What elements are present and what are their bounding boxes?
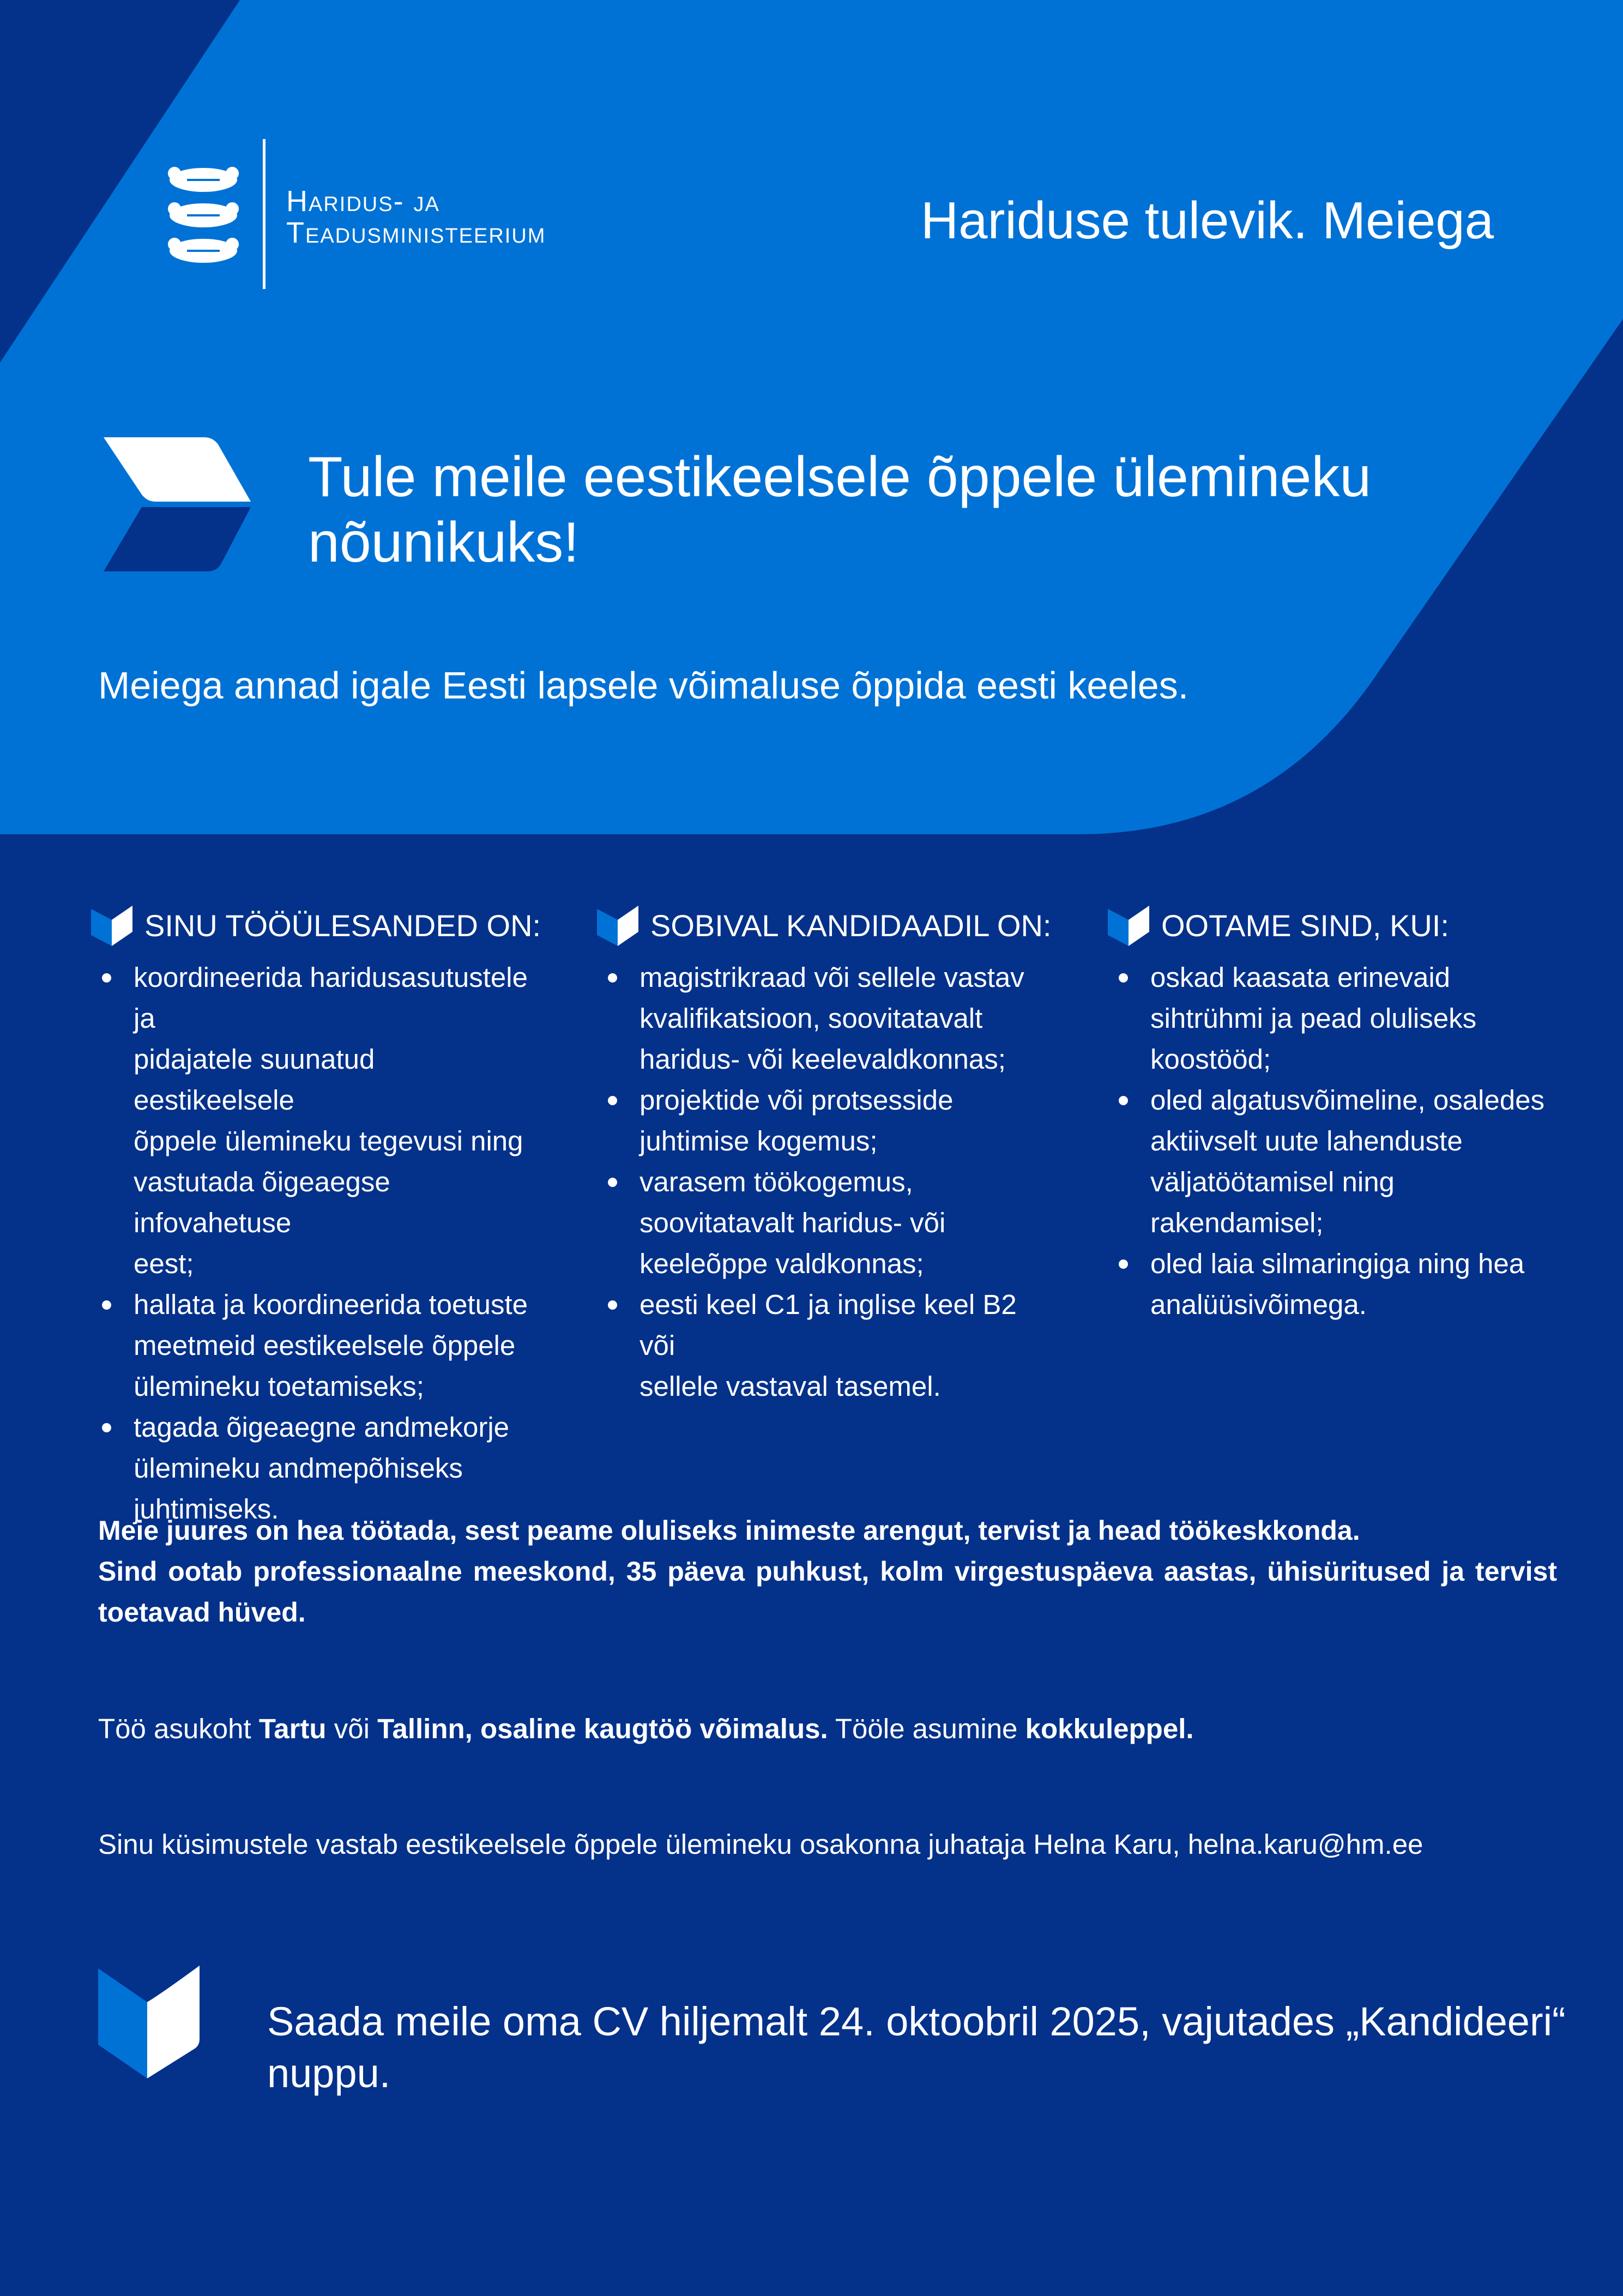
call-to-action: Saada meile oma CV hiljemalt 24. oktoobril 2025, vajutades „Kandideeri“ nuppu.	[267, 1999, 1566, 2096]
ministry-name-line2: Teadusministeerium	[286, 216, 546, 249]
slogan: Hariduse tulevik. Meiega	[920, 191, 1494, 250]
start-date: kokkuleppel.	[1025, 1713, 1194, 1744]
book-icon	[596, 903, 639, 947]
list-item-line: rakendamisel;	[1150, 1207, 1324, 1238]
list-item	[134, 1284, 537, 1407]
list-item-line: haridus- või keelevaldkonnas;	[639, 1044, 1006, 1075]
book-icon	[90, 903, 134, 947]
list-item-line: õppele ülemineku tegevusi ning	[134, 1125, 523, 1156]
contact-text: Sinu küsimustele vastab eestikeelsele õppele ülemineku osakonna juhataja Helna Karu, helna.karu@hm.ee	[98, 1829, 1423, 1860]
list-item	[639, 1284, 1043, 1407]
benefits-text	[98, 1510, 1557, 1633]
list-item-line: hallata ja koordineerida toetuste	[134, 1289, 528, 1320]
list-item-line: tagada õigeaegne andmekorje	[134, 1412, 510, 1443]
list-item	[1150, 1080, 1554, 1243]
list-item-line: eest;	[134, 1248, 194, 1279]
page-title	[308, 444, 1507, 575]
column-heading-label: OOTAME SIND, KUI:	[1161, 908, 1449, 943]
ministry-name-line1: Haridus- ja	[286, 185, 440, 218]
chevron-arrow-icon	[101, 436, 254, 573]
list-item	[639, 1080, 1043, 1161]
list-item-line: kvalifikatsioon, soovitatavalt	[639, 1003, 983, 1034]
list-item-line: meetmeid eestikeelsele õppele	[134, 1330, 516, 1361]
list-item-line: keeleõppe valdkonnas;	[639, 1248, 924, 1279]
list-item-line: oskad kaasata erinevaid	[1150, 962, 1451, 993]
list-item-line: projektide või protsesside	[639, 1084, 954, 1116]
list-item-line: aktiivselt uute lahenduste	[1150, 1125, 1463, 1156]
list-item-line: pidajatele suunatud eestikeelsele	[134, 1044, 375, 1116]
list-item	[639, 1161, 1043, 1284]
title-line2: nõunikuks!	[308, 511, 580, 574]
location-city-tallinn: Tallinn, osaline kaugtöö võimalus.	[377, 1713, 828, 1744]
list-item	[639, 957, 1043, 1080]
list-item	[1150, 1243, 1554, 1325]
start-prefix: Tööle asumine	[828, 1713, 1025, 1744]
list-item-line: ülemineku toetamiseks;	[134, 1371, 424, 1402]
book-large-icon	[97, 1963, 201, 2080]
column-heading	[1107, 897, 1554, 957]
column-heading	[596, 897, 1052, 957]
benefits-line2: Sind ootab professionaalne meeskond, 35 päeva puhkust, kolm virgestuspäeva aastas, ühisüritused ja tervist toetavad hüved.	[98, 1556, 1557, 1628]
list-item-line: analüüsivõimega.	[1150, 1289, 1367, 1320]
list-item-line: koostööd;	[1150, 1044, 1271, 1075]
list-item-line: sihtrühmi ja pead oluliseks	[1150, 1003, 1477, 1034]
duties-list	[90, 957, 537, 1529]
list-item-line: oled laia silmaringiga ning hea	[1150, 1248, 1525, 1279]
column-heading-label: SOBIVAL KANDIDAADIL ON:	[650, 908, 1052, 943]
list-item	[1150, 957, 1554, 1080]
column-requirements	[596, 897, 1052, 1407]
coat-of-arms-icon	[162, 164, 244, 267]
list-item-line: koordineerida haridusasutustele ja	[134, 962, 528, 1034]
expectations-list	[1107, 957, 1554, 1325]
list-item-line: vastutada õigeaegse infovahetuse	[134, 1166, 390, 1238]
location-text	[98, 1708, 1516, 1749]
list-item-line: juhtimise kogemus;	[639, 1125, 878, 1156]
list-item-line: eesti keel C1 ja inglise keel B2 või	[639, 1289, 1017, 1361]
requirements-list	[596, 957, 1043, 1407]
column-heading	[90, 897, 541, 957]
logo-divider	[263, 139, 266, 289]
list-item-line: magistrikraad või sellele vastav	[639, 962, 1024, 993]
subtitle: Meiega annad igale Eesti lapsele võimaluse õppida eesti keeles.	[98, 664, 1189, 707]
list-item-line: ülemineku andmepõhiseks	[134, 1453, 463, 1484]
list-item-line: soovitatavalt haridus- või	[639, 1207, 946, 1238]
ministry-name	[286, 185, 546, 249]
benefits-line1: Meie juures on hea töötada, sest peame oluliseks inimeste arengut, tervist ja head töökeskkonda.	[98, 1515, 1360, 1546]
location-city-tartu: Tartu	[258, 1713, 327, 1744]
book-icon	[1107, 903, 1150, 947]
column-expectations	[1107, 897, 1554, 1325]
title-line1: Tule meile eestikeelsele õppele ülemineku	[308, 445, 1372, 509]
list-item-line: juhtimiseks.	[134, 1493, 279, 1524]
list-item	[134, 957, 537, 1284]
column-heading-label: SINU TÖÖÜLESANDED ON:	[144, 908, 541, 943]
location-or: või	[326, 1713, 378, 1744]
list-item-line: sellele vastaval tasemel.	[639, 1371, 941, 1402]
location-prefix: Töö asukoht	[98, 1713, 259, 1744]
list-item-line: varasem töökogemus,	[639, 1166, 913, 1197]
list-item-line: väljatöötamisel ning	[1150, 1166, 1395, 1197]
list-item-line: oled algatusvõimeline, osaledes	[1150, 1084, 1544, 1116]
column-duties	[90, 897, 541, 1529]
